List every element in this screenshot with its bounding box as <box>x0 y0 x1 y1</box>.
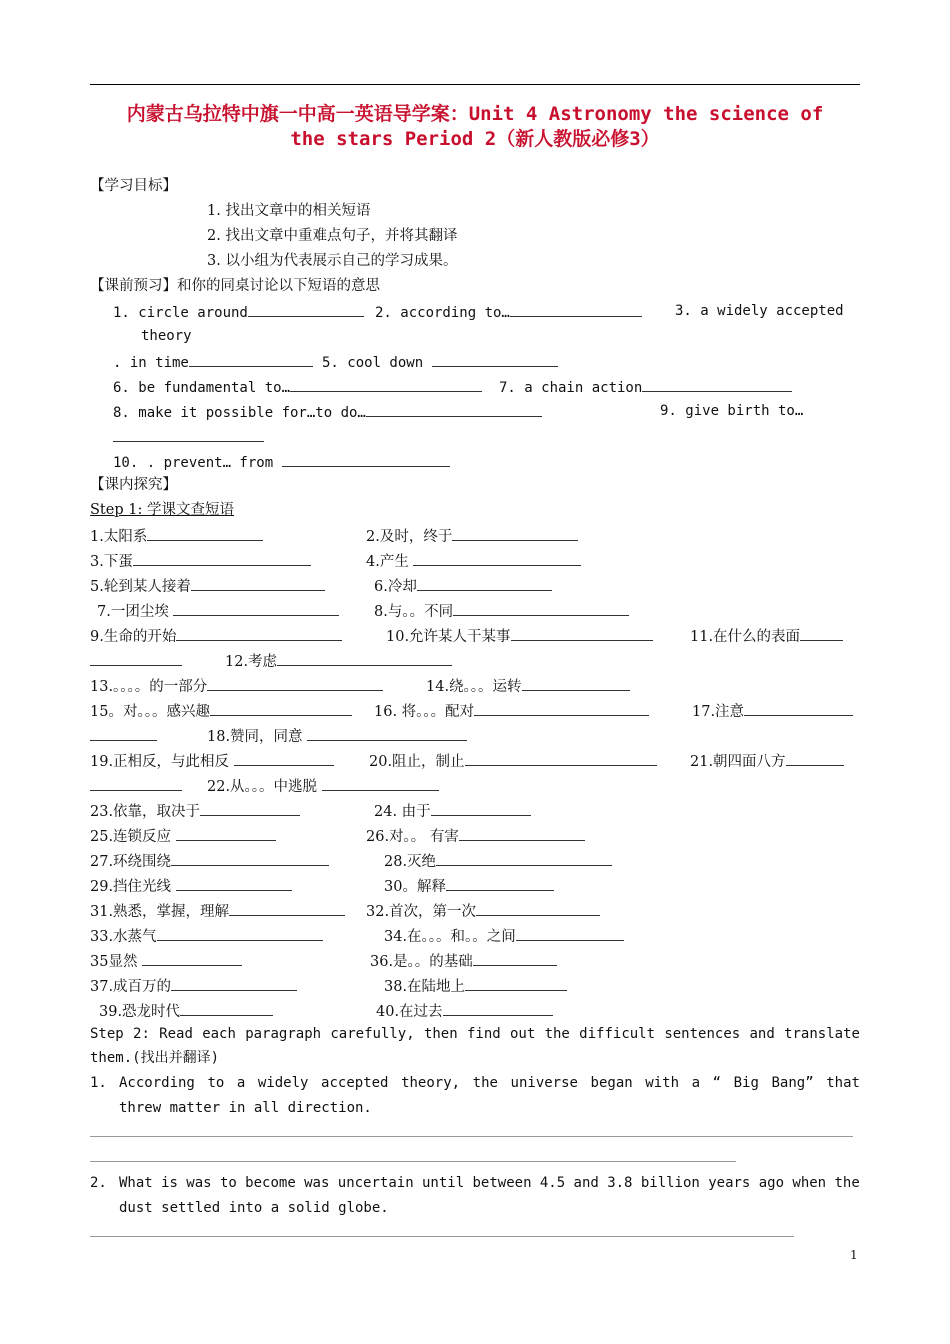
phrase-item: 27.环绕围绕 <box>90 851 329 871</box>
answer-line <box>90 1136 853 1137</box>
phrase-item: 12.考虑 <box>225 651 452 671</box>
step2-line-1: Step 2: Read each paragraph carefully, then find out the difficult sentences and translate <box>90 1026 860 1042</box>
preview-item-10: 10. . prevent… from <box>113 452 450 472</box>
phrase-item: 9.生命的开始 <box>90 626 342 646</box>
phrase-item: 11.在什么的表面 <box>690 626 843 646</box>
preview-item-9-blank <box>113 427 264 447</box>
preview-item-4: . in time <box>113 352 313 372</box>
preview-header: 【课前预习】和你的同桌讨论以下短语的意思 <box>90 278 380 294</box>
phrase-item: 36.是。。的基础 <box>370 951 557 971</box>
sentence-2-number: 2. <box>90 1175 107 1191</box>
phrase-item: 18.赞同，同意 <box>207 726 467 746</box>
answer-line <box>90 1161 736 1162</box>
phrase-item: 28.灭绝 <box>384 851 612 871</box>
preview-item-3: 3. a widely accepted <box>675 303 844 319</box>
phrase-item: 22.从。。。中逃脱 <box>207 776 439 796</box>
phrase-item: 37.成百万的 <box>90 976 297 996</box>
phrase-item: 13.。。。。的一部分 <box>90 676 383 696</box>
preview-item-3-cont: theory <box>141 328 192 344</box>
phrase-item: 5.轮到某人接着 <box>90 576 325 596</box>
header-rule <box>90 84 860 85</box>
phrase-item: 34.在。。。和。。之间 <box>384 926 624 946</box>
phrase-item: 15。对。。。感兴趣 <box>90 701 352 721</box>
phrase-item: 19.正相反，与此相反 <box>90 751 334 771</box>
phrase-item: 7.一团尘埃 <box>97 601 339 621</box>
sentence-1-line-2: threw matter in all direction. <box>119 1100 372 1116</box>
phrase-blank <box>90 726 157 746</box>
preview-item-7: 7. a chain action <box>499 377 792 397</box>
sentence-2-line-1: What is was to become was uncertain until between 4.5 and 3.8 billion years ago when the <box>119 1175 860 1191</box>
phrase-item: 16. 将。。。配对 <box>374 701 649 721</box>
phrase-item: 38.在陆地上 <box>384 976 567 996</box>
phrase-blank <box>90 776 182 796</box>
sentence-1-number: 1. <box>90 1075 107 1091</box>
phrase-item: 3.下蛋 <box>90 551 311 571</box>
phrase-item: 2.及时，终于 <box>366 526 578 546</box>
phrase-item: 6.冷却 <box>374 576 552 596</box>
phrase-item: 35显然 <box>90 951 242 971</box>
objective-item: 3. 以小组为代表展示自己的学习成果。 <box>207 253 458 269</box>
phrase-item: 30。解释 <box>384 876 554 896</box>
phrase-item: 40.在过去 <box>376 1001 553 1021</box>
objective-item: 2. 找出文章中重难点句子，并将其翻译 <box>207 228 458 244</box>
phrase-item: 39.恐龙时代 <box>99 1001 273 1021</box>
phrase-item: 14.绕。。。运转 <box>426 676 630 696</box>
preview-item-8: 8. make it possible for…to do… <box>113 402 542 422</box>
phrase-item: 31.熟悉，掌握，理解 <box>90 901 345 921</box>
phrase-item: 23.依靠，取决于 <box>90 801 300 821</box>
phrase-item: 20.阻止，制止 <box>369 751 657 771</box>
phrase-item: 10.允许某人干某事 <box>386 626 653 646</box>
phrase-item: 26.对。。 有害 <box>366 826 585 846</box>
answer-line <box>90 1236 794 1237</box>
objectives-header: 【学习目标】 <box>90 178 177 194</box>
phrase-item: 29.挡住光线 <box>90 876 292 896</box>
phrase-item: 1.太阳系 <box>90 526 263 546</box>
preview-item-6: 6. be fundamental to… <box>113 377 482 397</box>
objective-item: 1. 找出文章中的相关短语 <box>207 203 371 219</box>
title-line-2: the stars Period 2（新人教版必修3） <box>290 128 660 150</box>
step2-line-2: them.(找出并翻译) <box>90 1050 220 1066</box>
step1-heading: Step 1: 学课文查短语 <box>90 502 234 518</box>
phrase-item: 25.连锁反应 <box>90 826 276 846</box>
phrase-item: 33.水蒸气 <box>90 926 323 946</box>
explore-header: 【课内探究】 <box>90 477 177 493</box>
preview-item-9: 9. give birth to… <box>660 403 804 419</box>
phrase-item: 32.首次，第一次 <box>366 901 600 921</box>
title-line-1: 内蒙古乌拉特中旗一中高一英语导学案：Unit 4 Astronomy the science of <box>126 103 824 125</box>
phrase-item: 4.产生 <box>366 551 581 571</box>
phrase-item: 21.朝四面八方 <box>690 751 844 771</box>
phrase-item: 8.与。。不同 <box>374 601 629 621</box>
phrase-blank <box>90 651 182 671</box>
preview-item-1: 1. circle around <box>113 302 364 322</box>
sentence-1-line-1: According to a widely accepted theory, the universe began with a “ Big Bang” that <box>119 1075 860 1091</box>
preview-item-2: 2. according to… <box>375 302 642 322</box>
sentence-2-line-2: dust settled into a solid globe. <box>119 1200 389 1216</box>
phrase-item: 24. 由于 <box>374 801 531 821</box>
page-number: 1 <box>850 1248 858 1262</box>
preview-item-5: 5. cool down <box>322 352 558 372</box>
phrase-item: 17.注意 <box>692 701 853 721</box>
